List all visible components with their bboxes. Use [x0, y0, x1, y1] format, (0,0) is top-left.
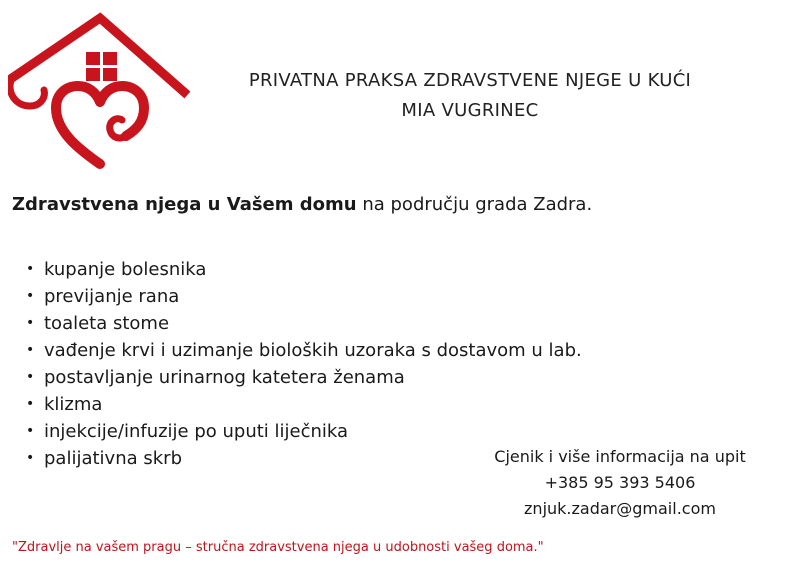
- list-item: • vađenje krvi i uzimanje bioloških uzoraka s dostavom u lab.: [26, 340, 582, 361]
- intro-bold: Zdravstvena njega u Vašem domu: [12, 194, 357, 215]
- contact-block: [470, 444, 770, 522]
- list-item: • postavljanje urinarnog katetera ženama: [26, 367, 405, 388]
- contact-email: znjuk.zadar@gmail.com: [524, 499, 716, 518]
- list-item: • palijativna skrb: [26, 448, 182, 469]
- contact-info: Cjenik i više informacija na upit: [494, 447, 746, 466]
- list-item: • previjanje rana: [26, 286, 180, 307]
- practice-name: PRIVATNA PRAKSA ZDRAVSTVENE NJEGE U KUĆI: [248, 70, 692, 91]
- list-item: • toaleta stome: [26, 313, 170, 334]
- house-heart-icon: [8, 12, 190, 174]
- list-item: • injekcije/infuzije po uputi liječnika: [26, 421, 349, 442]
- intro-rest: na području grada Zadra.: [356, 194, 593, 215]
- services-list: [26, 256, 582, 472]
- contact-phone: +385 95 393 5406: [544, 473, 696, 492]
- practitioner-name: MIA VUGRINEC: [401, 100, 539, 121]
- list-item: • kupanje bolesnika: [26, 259, 207, 280]
- intro-text: [12, 194, 592, 215]
- slogan-quote: "Zdravlje na vašem pragu – stručna zdravstvena njega u udobnosti vašeg doma.": [12, 540, 544, 555]
- practice-title: [190, 66, 750, 126]
- list-item: • klizma: [26, 394, 103, 415]
